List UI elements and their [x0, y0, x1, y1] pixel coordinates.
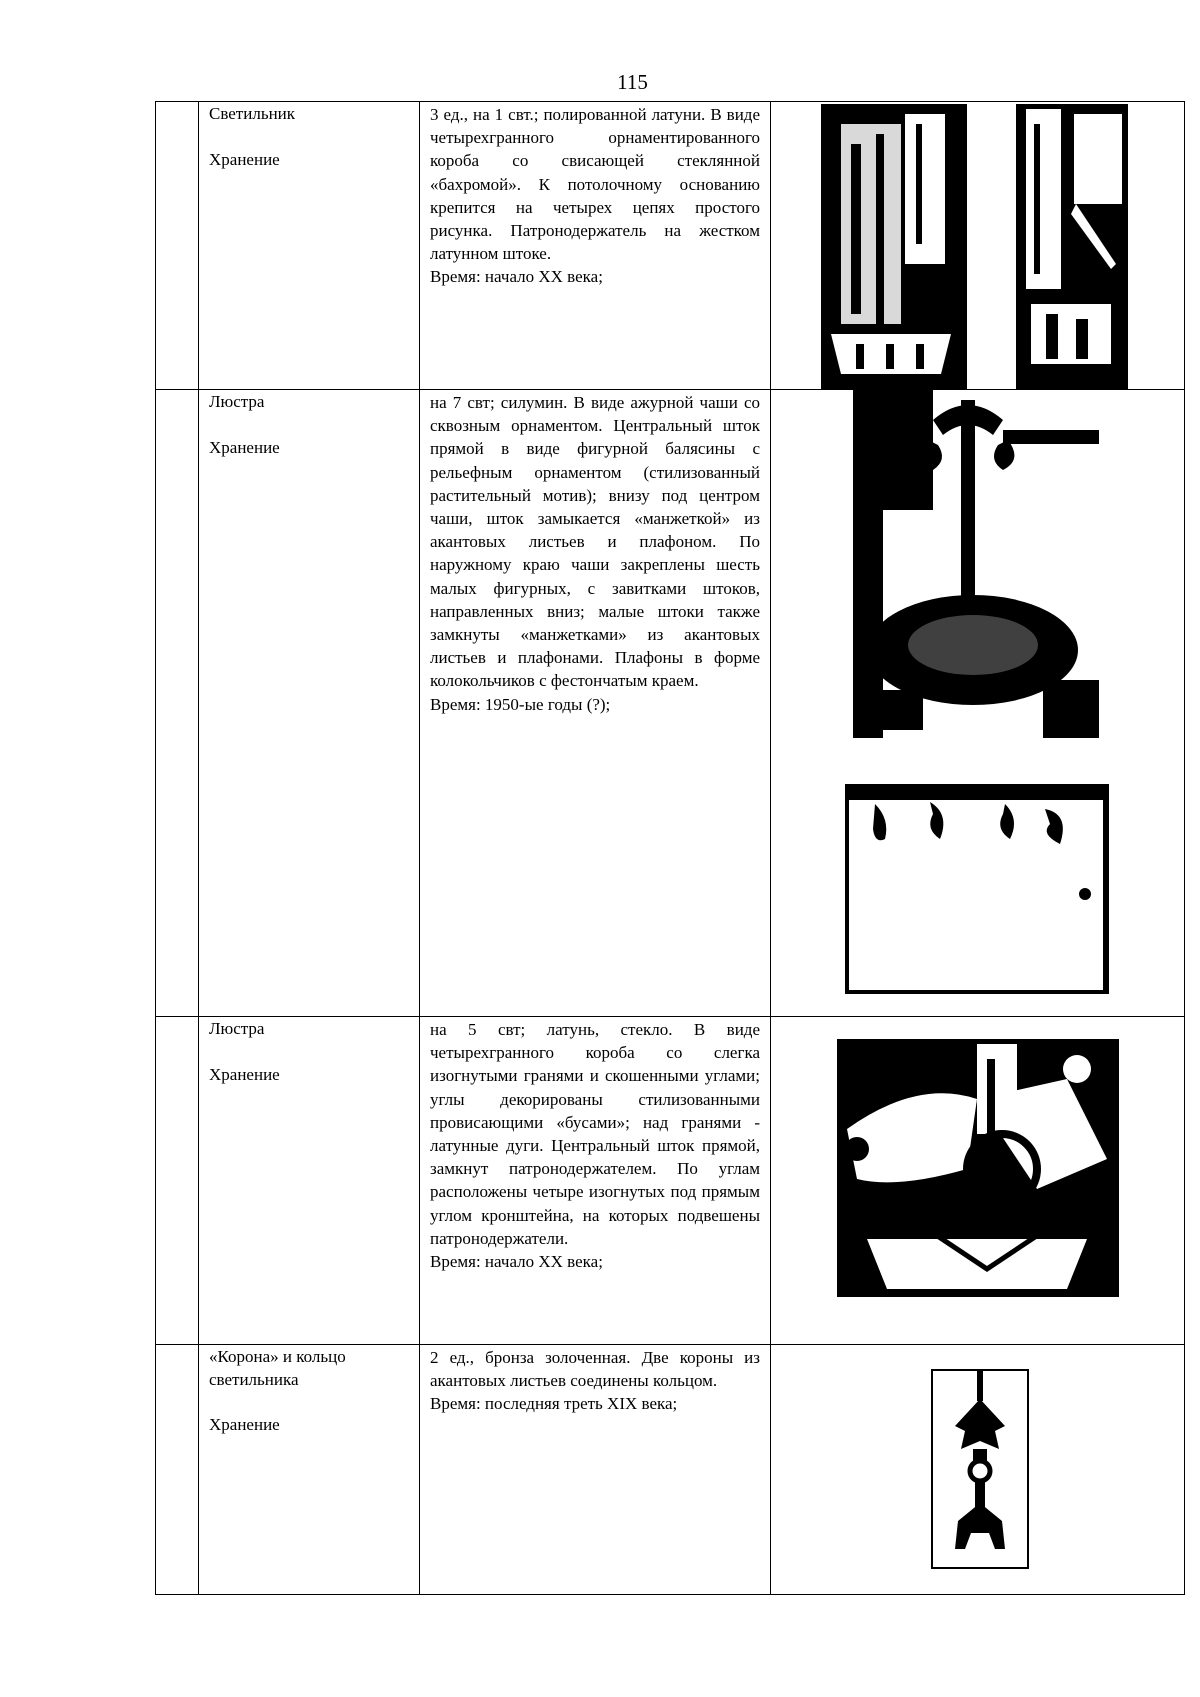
item-name-cell	[199, 102, 420, 390]
item-status: Хранение	[209, 149, 280, 169]
item-photo-cell	[771, 1017, 1185, 1345]
lamp-photo-2	[1016, 104, 1128, 390]
item-status: Хранение	[209, 437, 280, 457]
item-date: Время: 1950-ые годы (?);	[430, 694, 611, 714]
table-row	[156, 1345, 1185, 1595]
inventory-table	[155, 101, 1185, 1595]
item-name-cell	[199, 390, 420, 1017]
row-number-cell	[156, 1345, 199, 1595]
item-description: на 5 свт; латунь, стекло. В виде четырехгранного короба со слегка изогнутыми гранями и скошенными углами; углы декорированы стилизованными провисающими «бусами»; над гранями - латунные дуги. Центральный шток прямой, замкнут патронодержателем. По углам расположены четыре изогнутых под прямым углом кронштейна, на которых подвешены патронодержатели.	[430, 1020, 760, 1248]
row-number-cell	[156, 102, 199, 390]
item-description: на 7 свт; силумин. В виде ажурной чаши со сквозным орнаментом. Центральный шток прямой в виде фигурной балясины с рельефным орнаментом (стилизованный растительный мотив); внизу под центром чаши, шток замыкается «манжеткой» из акантовых листьев и плафоном. По наружному краю чаши закреплены шесть малых фигурных, с завитками штоков, направленных вниз; малые штоки также замкнуты «манжетками» из акантовых листьев и плафонами. Плафоны в форме колокольчиков с фестончатым краем.	[430, 393, 760, 691]
item-name: Светильник	[209, 104, 296, 123]
item-description-cell	[420, 390, 771, 1017]
item-description: 3 ед., на 1 свт.; полированной латуни. В виде четырехгранного орнаментированного короба со свисающей стеклянной «бахромой». К потолочному основанию крепится на четырех цепях простого рисунка. Патронодержатель на жестком латунном штоке.	[430, 105, 760, 264]
item-date: Время: начало XX века;	[430, 267, 603, 287]
item-description-cell	[420, 102, 771, 390]
table-row	[156, 390, 1185, 1017]
item-date: Время: начало XX века;	[430, 1252, 603, 1272]
item-name-cell	[199, 1345, 420, 1595]
item-description-cell	[420, 1345, 771, 1595]
row-number-cell	[156, 390, 199, 1017]
row-number-cell	[156, 1017, 199, 1345]
item-description-cell	[420, 1017, 771, 1345]
chandelier-photo-2	[845, 784, 1109, 994]
crown-ring-photo	[931, 1369, 1029, 1569]
page-number: 115	[617, 70, 648, 94]
item-description: 2 ед., бронза золоченная. Две короны из акантовых листьев соединены кольцом.	[430, 1348, 760, 1391]
item-status: Хранение	[209, 1415, 280, 1434]
table-row	[156, 1017, 1185, 1345]
item-name: Люстра	[209, 392, 265, 411]
table-row	[156, 102, 1185, 390]
item-photo-cell	[771, 1345, 1185, 1595]
lamp-photo-1	[821, 104, 967, 390]
chandelier-photo-3	[837, 1039, 1119, 1297]
item-name: «Корона» и кольцо светильника	[209, 1347, 346, 1389]
item-status: Хранение	[209, 1064, 280, 1084]
item-photo-cell	[771, 102, 1185, 390]
item-name: Люстра	[209, 1019, 265, 1038]
chandelier-photo-1	[853, 390, 1099, 738]
item-name-cell	[199, 1017, 420, 1345]
item-date: Время: последняя треть XIX века;	[430, 1394, 678, 1414]
item-photo-cell	[771, 390, 1185, 1017]
